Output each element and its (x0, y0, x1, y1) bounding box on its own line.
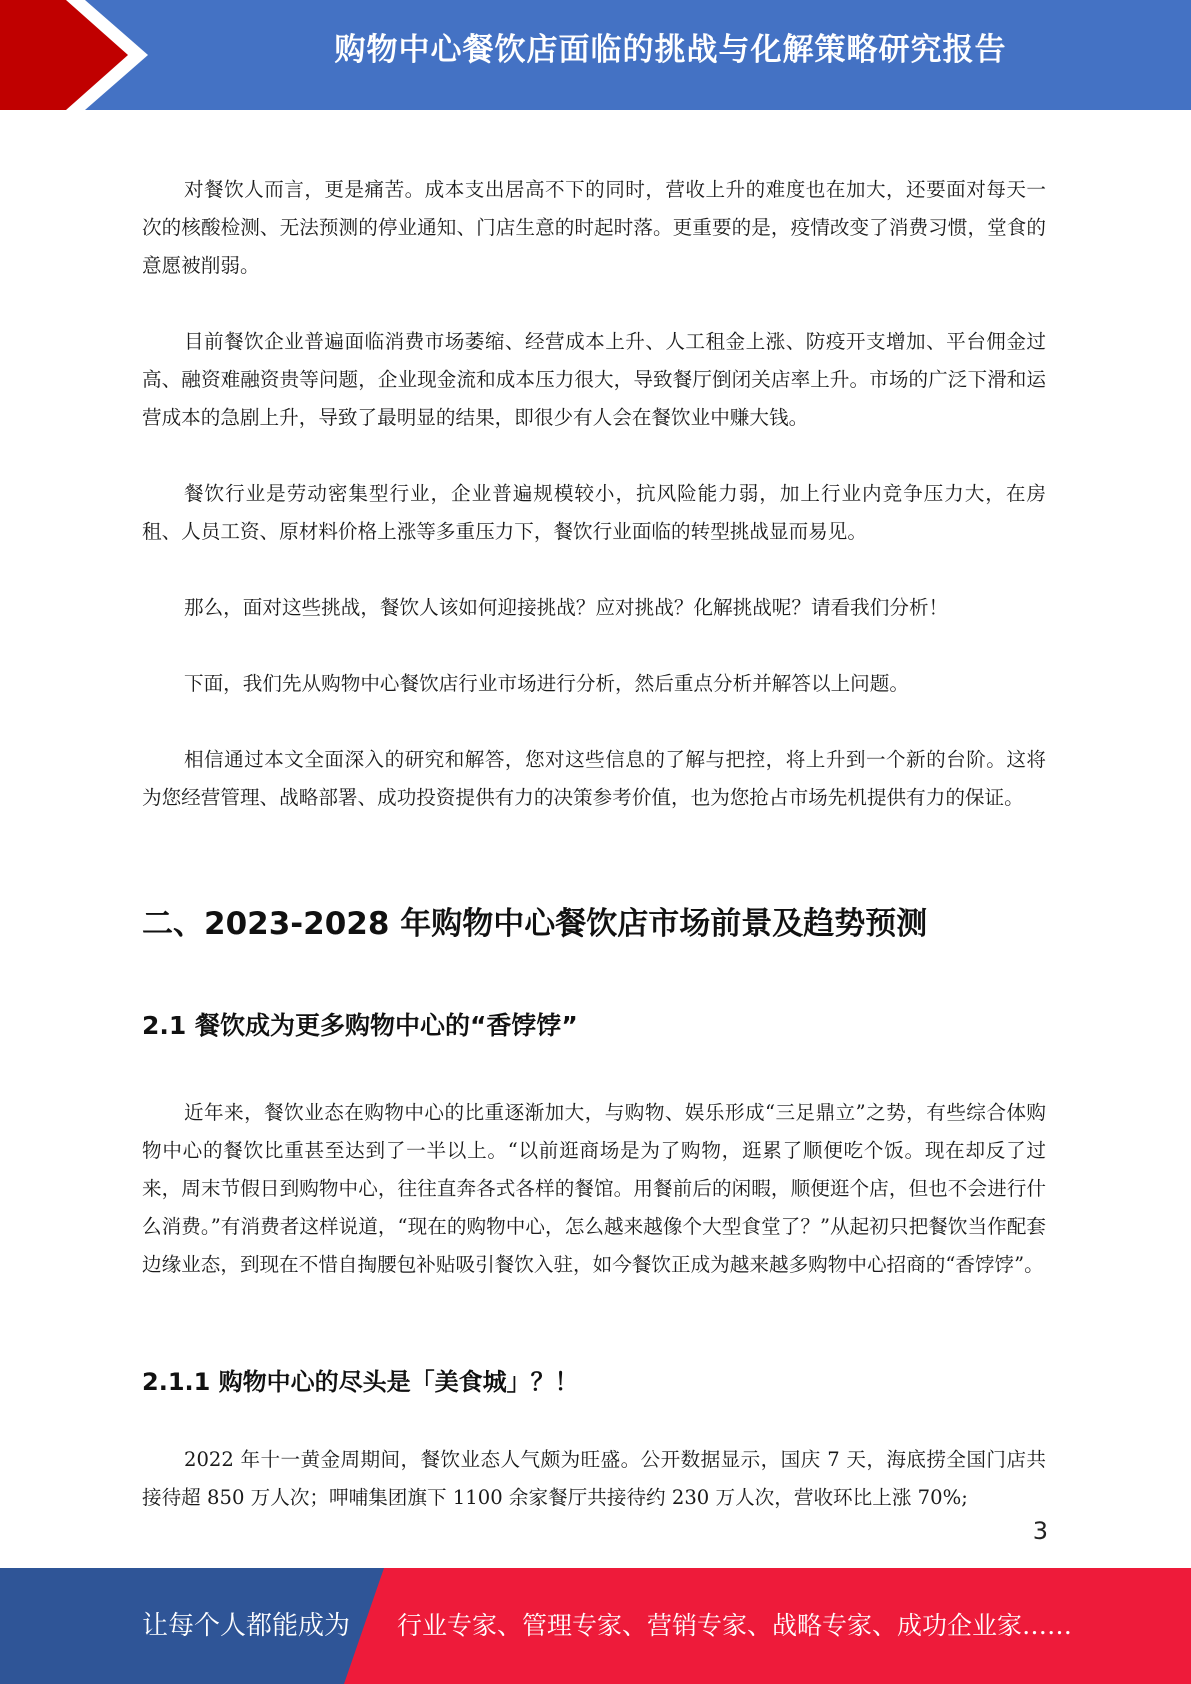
subsection-heading-2-1-1: 2.1.1 购物中心的尽头是「美食城」？！ (142, 1368, 579, 1396)
paragraph-1: 对餐饮人而言，更是痛苦。成本支出居高不下的同时，营收上升的难度也在加大，还要面对每天一次的核酸检测、无法预测的停业通知、门店生意的时起时落。更重要的是，疫情改变了消费习惯，堂食的意愿被削弱。 (142, 178, 1046, 277)
paragraph-6: 相信通过本文全面深入的研究和解答，您对这些信息的了解与把控，将上升到一个新的台阶。这将为您经营管理、战略部署、成功投资提供有力的决策参考价值，也为您抢占市场先机提供有力的保证。 (142, 748, 1046, 809)
page-number: 3 (1032, 1517, 1048, 1545)
footer-slogan-left: 让每个人都能成为 (142, 1611, 351, 1641)
paragraph-2: 目前餐饮企业普遍面临消费市场萎缩、经营成本上升、人工租金上涨、防疫开支增加、平台佣金过高、融资难融资贵等问题，企业现金流和成本压力很大，导致餐厅倒闭关店率上升。市场的广泛下滑和运营成本的急剧上升，导致了最明显的结果，即很少有人会在餐饮业中赚大钱。 (142, 330, 1046, 429)
footer-banner (0, 1568, 1191, 1684)
header-banner (0, 0, 1191, 110)
paragraph-3: 餐饮行业是劳动密集型行业，企业普遍规模较小，抗风险能力弱，加上行业内竞争压力大，在房租、人员工资、原材料价格上涨等多重压力下，餐饮行业面临的转型挑战显而易见。 (142, 482, 1046, 543)
report-title: 购物中心餐饮店面临的挑战与化解策略研究报告 (334, 32, 1007, 68)
subsection-heading-2-1: 2.1 餐饮成为更多购物中心的“香饽饽” (142, 1011, 578, 1040)
section-heading-2: 二、2023-2028 年购物中心餐饮店市场前景及趋势预测 (142, 906, 928, 942)
paragraph-5: 下面，我们先从购物中心餐饮店行业市场进行分析，然后重点分析并解答以上问题。 (184, 672, 909, 695)
paragraph-4: 那么，面对这些挑战，餐饮人该如何迎接挑战？应对挑战？化解挑战呢？请看我们分析！ (184, 596, 949, 619)
paragraph-8: 2022 年十一黄金周期间，餐饮业态人气颇为旺盛。公开数据显示，国庆 7 天，海底捞全国门店共接待超 850 万人次；呷哺集团旗下 1100 余家餐厅共接待约 230 万人次，营收环比上涨 70%; (142, 1448, 1046, 1509)
footer-slogan-right: 行业专家、管理专家、营销专家、战略专家、成功企业家…… (397, 1611, 1073, 1640)
paragraph-7: 近年来，餐饮业态在购物中心的比重逐渐加大，与购物、娱乐形成“三足鼎立”之势，有些综合体购物中心的餐饮比重甚至达到了一半以上。“以前逛商场是为了购物，逛累了顺便吃个饭。现在却反了过来，周末节假日到购物中心，往往直奔各式各样的餐馆。用餐前后的闲暇，顺便逛个店，但也不会进行什么消费。”有消费者这样说道，“现在的购物中心，怎么越来越像个大型食堂了？”从起初只把餐饮当作配套边缘业态，到现在不惜自掏腰包补贴吸引餐饮入驻，如今餐饮正成为越来越多购物中心招商的“香饽饽”。 (142, 1101, 1046, 1276)
